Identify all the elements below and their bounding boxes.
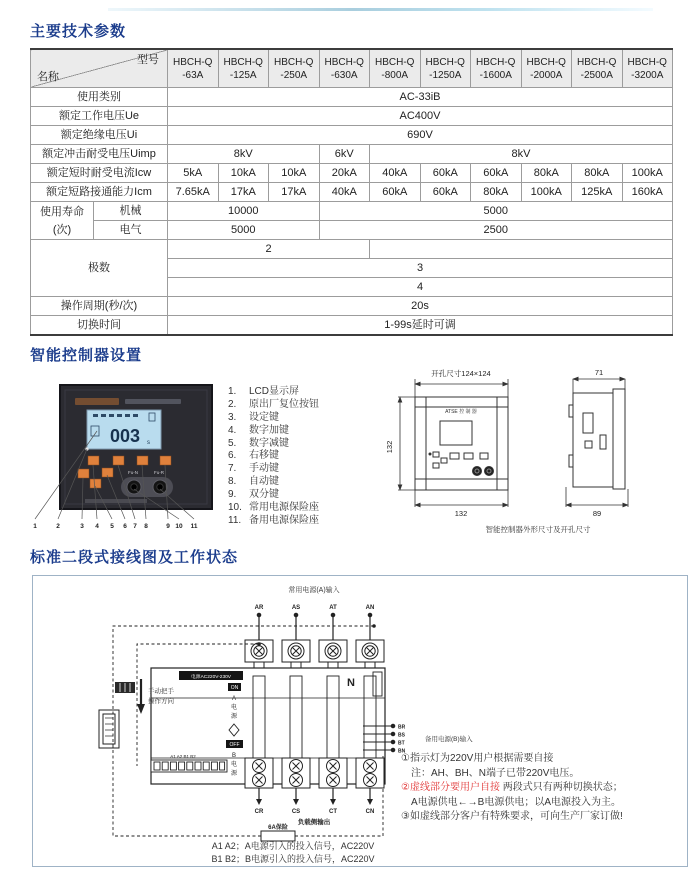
model-header-cell [471,49,522,88]
dashed-junction-dot [257,642,261,646]
legend-num: 5. [228,437,237,449]
legend-item [228,502,319,515]
model-line2: -250A [280,69,308,81]
c-term-label: CT [329,809,337,815]
panel-button-auto [137,456,148,465]
c-term-label: CR [254,809,264,815]
controller-legend [228,386,319,528]
neutral-mark: N [347,677,355,689]
panel-button-manual [113,456,124,465]
sub-label-elec: 电气 [94,221,168,240]
a-term-label: AN [365,605,375,611]
model-line1: HBCH-Q [476,56,516,68]
table-row-life-mech [31,202,673,221]
callout-11: 11 [190,523,198,530]
life-label-line2: (次) [52,223,72,236]
dian-char: 电 [230,762,238,768]
table-row-poles-2 [31,240,673,259]
row-label: 额定短时耐受电流Icw [31,164,168,183]
cutout-dim-label: 开孔尺寸124×124 [431,369,491,378]
spec-cell: 160kA [622,183,673,202]
indicator-lamp-box [99,710,119,748]
dims-caption: 智能控制器外形尺寸及开孔尺寸 [485,525,591,534]
callout-numbers [33,523,198,530]
a-term-label: AT [329,605,337,611]
spec-cell: 4 [168,278,673,297]
yuan-char: 源 [230,771,238,777]
lcd-unit: s [147,440,150,446]
spec-cell: 10kA [269,164,320,183]
model-line1: HBCH-Q [425,56,465,68]
b-term-label: BR [398,724,406,731]
spec-cell: AC400V [168,107,673,126]
c-term-label: CS [291,809,301,815]
legend-item [228,438,319,451]
spec-cell: 60kA [420,183,471,202]
note-line-1: ①指示灯为220V用户根据需要自接 [401,753,554,764]
row-label: 额定工作电压Ue [31,107,168,126]
model-line1: HBCH-Q [223,56,263,68]
diagram-notes [401,752,700,825]
table-row-icm [31,183,673,202]
spec-cell: 100kA [622,164,673,183]
spec-cell: 5000 [168,221,320,240]
spec-cell: 8kV [168,145,320,164]
table-row-ui [31,126,673,145]
legend-text: 备用电源保险座 [249,514,319,526]
model-line2: -3200A [631,69,664,81]
lcd-value: 003 [109,426,141,446]
a-term-label: AS [291,605,301,611]
legend-num: 4. [228,424,237,436]
load-output-lines [255,788,375,815]
model-line1: HBCH-Q [627,56,667,68]
spec-cell: 60kA [471,164,522,183]
spec-cell: 2 [168,240,370,259]
callout-3: 3 [80,523,84,530]
spec-cell: 80kA [471,183,522,202]
spec-cell: 20s [168,297,673,316]
note-line-2: 注：AH、BH、N端子已带220V电压。 [411,767,580,779]
spec-cell: AC-33iB [168,88,673,107]
manual-label-1: 手动把手 [148,688,174,695]
yuan-char: 源 [230,714,238,720]
table-row-life-elec [31,221,673,240]
model-header-cell [572,49,623,88]
fuse-left-label: Fu-N [128,470,138,475]
load-output-label: 负载侧输出 [297,819,331,826]
model-line2: -2500A [580,69,613,81]
spec-cell: 60kA [420,164,471,183]
table-row-switch-time [31,316,673,336]
table-row-icw [31,164,673,183]
spec-cell: 20kA [319,164,370,183]
legend-text: 常用电源保险座 [249,502,319,514]
spec-cell: 6kV [319,145,370,164]
section3-title: 标准二段式接线图及工作状态 [30,549,239,566]
model-header-cell [168,49,219,88]
spec-cell: 10000 [168,202,320,221]
spec-table-wrap [30,48,673,336]
legend-item [228,399,319,412]
row-label: 使用类别 [31,88,168,107]
dashed-junction-dot [372,624,376,628]
row-label: 极数 [31,240,168,297]
row-label: 额定短路接通能力Icm [31,183,168,202]
row-label: 切换时间 [31,316,168,336]
top-terminals [245,640,384,668]
legend-text: 数字加键 [249,424,289,436]
spec-cell: 17kA [269,183,320,202]
legend-num: 7. [228,463,237,475]
callout-4: 4 [95,523,99,530]
legend-item [228,515,319,528]
spec-cell: 100kA [521,183,572,202]
legend-text: 原出厂复位按钮 [249,398,319,410]
legend-item [228,463,319,476]
spec-cell: 80kA [572,164,623,183]
lcd-display [87,410,161,449]
corner-model-label: 型号 [137,54,159,66]
callout-10: 10 [175,523,183,530]
signal-terminal-strip [151,760,227,772]
model-line1: HBCH-Q [274,56,314,68]
legend-text: LCD显示屏 [249,386,300,397]
power-a-label: 常用电源(A)输入 [288,587,340,594]
fuse-right-label: Fu-R [154,470,164,475]
legend-num: 10. [228,502,242,514]
dian-char: 电 [230,705,238,711]
legend-text: 右移键 [249,450,279,462]
callout-6: 6 [123,523,127,530]
model-line1: HBCH-Q [173,56,213,68]
corner-name-label: 名称 [37,71,59,83]
top-decor-band [108,8,653,11]
side-view [569,389,625,489]
panel-button-plus [88,456,99,465]
panel-button-dual-off [160,456,171,465]
spec-cell: 10kA [218,164,269,183]
legend-item [228,425,319,438]
signal-captions [128,840,458,865]
legend-num: 8. [228,476,237,488]
model-line2: -2000A [530,69,563,81]
b-char: B [231,753,237,759]
spec-cell: 5000 [319,202,673,221]
side-total-label: 89 [592,509,602,518]
spec-cell: 5kA [168,164,219,183]
sub-label-mech: 机械 [94,202,168,221]
note-line-5: ③如虚线部分客户有特殊要求，可向生产厂家订做! [401,811,623,822]
model-line2: -630A [330,69,358,81]
row-label: 操作周期(秒/次) [31,297,168,316]
on-text: ON [230,685,239,691]
callout-1: 1 [33,523,37,530]
fuse-6a-label: 6A保险 [268,825,288,831]
a-term-label: AR [254,605,264,611]
section1-title: 主要技术参数 [30,23,127,40]
spec-cell: 17kA [218,183,269,202]
b-term-label: BT [398,740,405,747]
model-header-cell [370,49,421,88]
a-char: A [231,696,237,702]
model-header-cell [521,49,572,88]
table-row-cycle [31,297,673,316]
spec-cell: 40kA [370,164,421,183]
panel-button-set [78,469,89,478]
table-row-usage [31,88,673,107]
c-term-label: CN [365,809,375,815]
model-line2: -63A [182,69,204,81]
model-header-cell [622,49,673,88]
model-line2: -800A [381,69,409,81]
legend-num: 9. [228,489,237,501]
legend-text: 设定键 [249,411,279,423]
legend-num: 1. [228,386,237,397]
spec-cell: 2500 [319,221,673,240]
strip-tag: A1 A2 B1 B2 [170,754,196,759]
model-line2: -1250A [429,69,462,81]
table-header-row [31,49,673,88]
legend-num: 11. [228,514,242,526]
spec-cell: 7.65kA [168,183,219,202]
device-tag-text: 电源AC220V-230V [191,674,231,680]
model-header-cell [319,49,370,88]
b-term-label: BN [398,748,406,755]
life-label-line1: 使用寿命 [40,205,84,218]
model-line1: HBCH-Q [577,56,617,68]
off-text: OFF [229,742,240,748]
callout-2: 2 [56,523,60,530]
callout-7: 7 [133,523,137,530]
legend-text: 双分键 [249,489,279,501]
caption-b: B1 B2；B电源引入的投入信号，AC220V [211,853,375,864]
section2-title: 智能控制器设置 [30,347,143,364]
manual-label-2: 操作方向 [148,698,174,705]
b-term-label: BS [398,732,405,739]
legend-text: 自动键 [249,476,279,488]
controller-photo [25,383,225,533]
spec-cell-empty [370,240,673,259]
note-red-text: ②虚线部分要用户自接 [401,782,500,793]
callout-9: 9 [166,523,170,530]
legend-num: 2. [228,398,237,410]
wiring-diagram-box [32,575,688,867]
spec-cell: 40kA [319,183,370,202]
spec-cell: 80kA [521,164,572,183]
caption-a: A1 A2；A电源引入的投入信号，AC220V [211,841,375,851]
model-line2: -125A [229,69,257,81]
callout-8: 8 [144,523,148,530]
model-line1: HBCH-Q [375,56,415,68]
spec-cell: 8kV [370,145,673,164]
row-label: 额定冲击耐受电压Uimp [31,145,168,164]
note-line-3 [401,781,700,796]
model-header-cell [269,49,320,88]
spec-cell: 3 [168,259,673,278]
legend-item [228,450,319,463]
spec-cell: 60kA [370,183,421,202]
legend-item [228,489,319,502]
legend-item [228,476,319,489]
dimension-drawing [378,365,698,535]
side-depth-label: 71 [594,368,604,377]
table-row-ue [31,107,673,126]
panel-title: ATSE 控 制 器 [445,409,477,415]
spec-table [30,48,673,336]
row-label-life [31,202,94,240]
spec-cell: 125kA [572,183,623,202]
legend-num: 3. [228,411,237,423]
power-b-label: 备用电源(B)输入 [425,736,473,743]
callout-5: 5 [110,523,114,530]
front-height-label: 132 [385,440,394,454]
spec-cell: 1-99s延时可调 [168,316,673,336]
note-line-3-rest: 两段式只有两种切换状态； [499,782,623,793]
legend-num: 6. [228,450,237,462]
row-label: 额定绝缘电压Ui [31,126,168,145]
legend-text: 手动键 [249,463,279,475]
model-line1: HBCH-Q [324,56,364,68]
model-line1: HBCH-Q [526,56,566,68]
note-line-4: A电源供电←→B电源供电；以A电源投入为主。 [411,796,622,808]
table-row-uimp [31,145,673,164]
spec-cell: 690V [168,126,673,145]
model-header-cell [420,49,471,88]
front-width-label: 132 [454,509,468,518]
model-header-cell [218,49,269,88]
corner-cell [31,49,168,88]
legend-text: 数字减键 [249,437,289,449]
legend-item [228,412,319,425]
model-line2: -1600A [479,69,512,81]
a-input-lines [255,605,375,640]
legend-item [228,386,319,399]
